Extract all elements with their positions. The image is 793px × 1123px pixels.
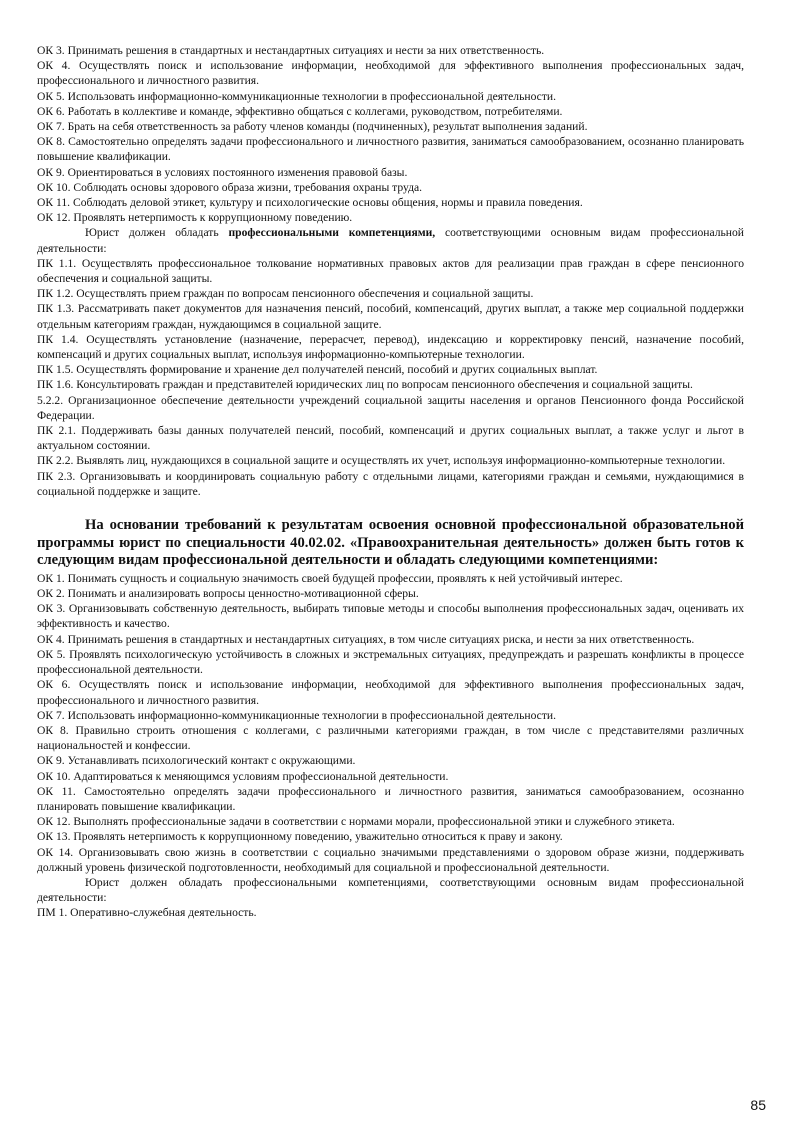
- document-page: [37, 43, 744, 921]
- pk-intro-paragraph: [37, 225, 744, 255]
- ok-item: ОК 7. Брать на себя ответственность за работу членов команды (подчиненных), результат выполнения заданий.: [37, 120, 588, 134]
- ok-item: ОК 13. Проявлять нетерпимость к коррупционному поведению, уважительно относиться к праву и закону.: [37, 830, 563, 844]
- ok-item: ОК 7. Использовать информационно-коммуникационные технологии в профессиональной деятельности.: [37, 708, 556, 722]
- ok-item: ОК 4. Осуществлять поиск и использование информации, необходимой для эффективного выполнения профессиональных задач, профессионального и личностного развития.: [37, 59, 744, 88]
- ok-item: ОК 10. Соблюдать основы здорового образа жизни, требования охраны труда.: [37, 180, 423, 194]
- ok-item: ОК 8. Правильно строить отношения с коллегами, с различными категориями граждан, в том числе с представителями различных национальностей и конфессии.: [37, 723, 744, 753]
- ok-item: ОК 2. Понимать и анализировать вопросы ценностно-мотивационной сферы.: [37, 587, 419, 601]
- page-number: 85: [750, 1097, 766, 1113]
- ok-item: ОК 6. Осуществлять поиск и использование информации, необходимой для эффективного выполнения профессиональных задач, профессионального и личностного развития.: [37, 678, 744, 707]
- ok-item: ОК 14. Организовывать свою жизнь в соответствии с социально значимыми представлениями о здоровом образе жизни, поддерживать должный уровень физической подготовленности, необходимый для социальной и профессиональной деятельности.: [37, 845, 744, 874]
- ok-list-1: [37, 43, 744, 225]
- pk-intro-bold: профессиональными компетенциями,: [228, 226, 436, 240]
- ok-item: ОК 4. Принимать решения в стандартных и нестандартных ситуациях, в том числе ситуациях риска, и нести за них ответственность.: [37, 632, 695, 646]
- pk-item: ПК 1.2. Осуществлять прием граждан по вопросам пенсионного обеспечения и социальной защиты.: [37, 287, 534, 301]
- ok-item: ОК 1. Понимать сущность и социальную значимость своей будущей профессии, проявлять к ней устойчивый интерес.: [37, 571, 623, 585]
- section-gap: [37, 499, 744, 517]
- pk-item: ПК 1.3. Рассматривать пакет документов для назначения пенсий, пособий, компенсаций, других выплат, а также мер социальной поддержки отдельным категориям граждан, нуждающимся в социальной защите.: [37, 302, 744, 331]
- ok-item: ОК 5. Использовать информационно-коммуникационные технологии в профессиональной деятельности.: [37, 89, 556, 103]
- pk-list: [37, 256, 744, 499]
- ok-item: ОК 6. Работать в коллективе и команде, эффективно общаться с коллегами, руководством, потребителями.: [37, 104, 563, 118]
- pk-item: 5.2.2. Организационное обеспечение деятельности учреждений социальной защиты населения и органов Пенсионного фонда Российской Федерации.: [37, 393, 744, 422]
- ok-item: ОК 9. Ориентироваться в условиях постоянного изменения правовой базы.: [37, 165, 408, 179]
- pk-item: ПК 2.1. Поддерживать базы данных получателей пенсий, пособий, компенсаций и других социальных выплат, а также услуг и льгот в актуальном состоянии.: [37, 424, 744, 453]
- pk-item: ПК 1.5. Осуществлять формирование и хранение дел получателей пенсий, пособий и других социальных выплат.: [37, 363, 598, 377]
- pk-item: ПК 1.4. Осуществлять установление (назначение, перерасчет, перевод), индексацию и корректировку пенсий, назначение пособий, компенсаций и других социальных выплат, используя информационно-компьютерные технологии.: [37, 332, 744, 362]
- pm-intro-paragraph: Юрист должен обладать профессиональными компетенциями, соответствующими основным видам профессиональной деятельности:: [37, 875, 744, 905]
- ok-item: ОК 3. Организовывать собственную деятельность, выбирать типовые методы и способы выполнения профессиональных задач, оценивать их эффективность и качество.: [37, 602, 744, 631]
- ok-list-2: [37, 571, 744, 875]
- ok-item: ОК 3. Принимать решения в стандартных и нестандартных ситуациях и нести за них ответственность.: [37, 44, 545, 57]
- ok-item: ОК 10. Адаптироваться к меняющимся условиям профессиональной деятельности.: [37, 769, 449, 783]
- ok-item: ОК 9. Устанавливать психологический контакт с окружающими.: [37, 754, 356, 768]
- pm-list: [37, 905, 744, 920]
- pk-item: ПК 2.2. Выявлять лиц, нуждающихся в социальной защите и осуществлять их учет, используя информационно-компьютерные технологии.: [37, 454, 726, 468]
- ok-item: ОК 11. Соблюдать деловой этикет, культуру и психологические основы общения, нормы и правила поведения.: [37, 196, 583, 210]
- ok-item: ОК 8. Самостоятельно определять задачи профессионального и личностного развития, заниматься самообразованием, осознанно планировать повышение квалификации.: [37, 135, 744, 164]
- section-heading: На основании требований к результатам освоения основной профессиональной образовательной программы юрист по специальности 40.02.02. «Правоохранительная деятельность» должен быть готов к следующим видам профессиональной деятельности и обладать следующими компетенциями:: [37, 517, 744, 569]
- ok-item: ОК 12. Выполнять профессиональные задачи в соответствии с нормами морали, профессиональной этики и служебного этикета.: [37, 815, 675, 829]
- pm-item: ПМ 1. Оперативно-служебная деятельность.: [37, 906, 257, 920]
- pk-item: ПК 1.6. Консультировать граждан и представителей юридических лиц по вопросам пенсионного обеспечения и социальной защиты.: [37, 378, 693, 392]
- ok-item: ОК 5. Проявлять психологическую устойчивость в сложных и экстремальных ситуациях, предупреждать и разрешать конфликты в процессе профессиональной деятельности.: [37, 647, 744, 677]
- pk-intro-tail: соответствующими основным видам профессиональной деятельности:: [37, 226, 744, 255]
- ok-item: ОК 11. Самостоятельно определять задачи профессионального и личностного развития, заниматься самообразованием, осознанно планировать повышение квалификации.: [37, 784, 744, 813]
- ok-item: ОК 12. Проявлять нетерпимость к коррупционному поведению.: [37, 211, 353, 225]
- pk-intro-text: Юрист должен обладать: [85, 226, 229, 240]
- pk-item: ПК 2.3. Организовывать и координировать социальную работу с отдельными лицами, категориями граждан и семьями, нуждающимися в социальной поддержке и защите.: [37, 469, 744, 498]
- pk-item: ПК 1.1. Осуществлять профессиональное толкование нормативных правовых актов для реализации прав граждан в сфере пенсионного обеспечения и социальной защиты.: [37, 256, 744, 286]
